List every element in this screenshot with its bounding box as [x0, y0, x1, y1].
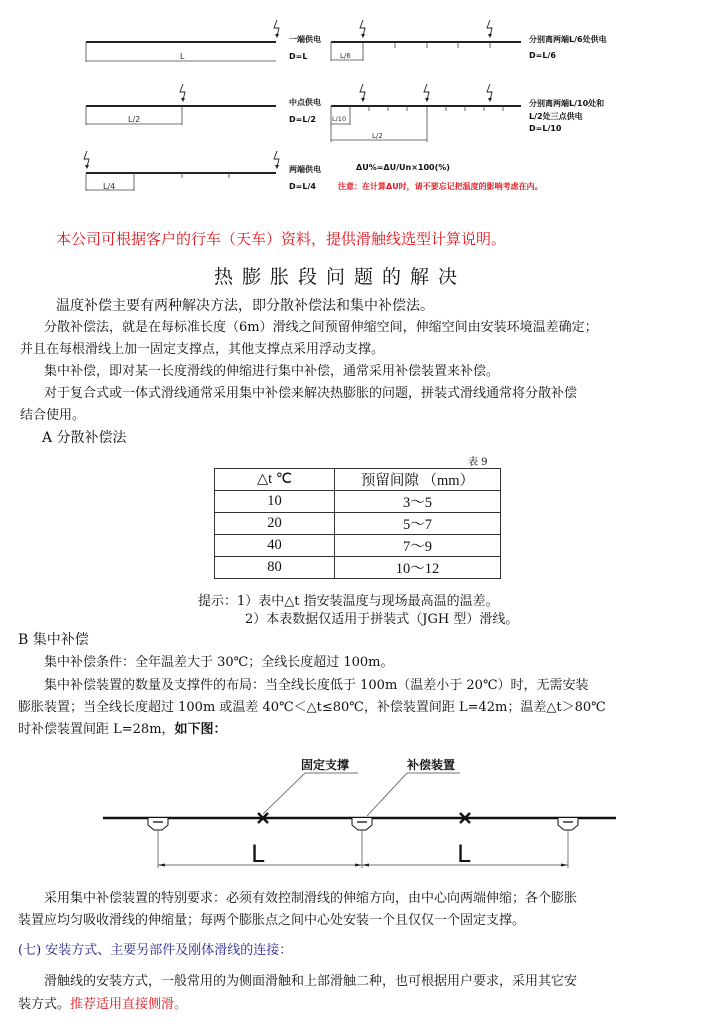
- diagram-l10-supply: [331, 84, 521, 142]
- dim-label: L/4: [103, 182, 116, 191]
- paragraph-dispersed-2: 并且在每根滑线上加一固定支撑点，其他支撑点采用浮动支撑。: [20, 342, 385, 357]
- power-feed-icon: [274, 20, 279, 38]
- section-title: 热膨胀段问题的解决: [214, 266, 467, 288]
- paragraph-composite-1: 对于复合式或一体式滑线通常采用集中补偿来解决热膨胀的问题，拼装式滑线通常将分散补偿: [44, 386, 578, 401]
- diagram-one-end-supply: [86, 20, 279, 62]
- recommendation-text: 推荐适用直接侧滑。: [70, 997, 188, 1012]
- paragraph-dispersed-1: 分散补偿法，就是在每标准长度（6m）滑线之间预留伸缩空间，伸缩空间由安装环境温差确定；: [44, 320, 598, 335]
- b-layout-1: 集中补偿装置的数量及支撑件的布局：当全线长度低于 100m（温差小于 20℃）时，无需安装: [44, 678, 589, 693]
- install-text-1: 滑触线的安装方式，一般常用的为侧面滑触和上部滑触二种，也可根据用户要求，采用其它安: [44, 974, 578, 989]
- table-row: [215, 557, 501, 579]
- label-midpoint-supply: 中点供电: [289, 98, 321, 107]
- dim-label-l1: L: [251, 840, 265, 868]
- label-one-end-supply: 一端供电: [289, 35, 321, 44]
- table-cell: 3～5: [335, 491, 501, 513]
- formula-one-end: D=L: [289, 52, 308, 61]
- install-text-2: [18, 995, 187, 1015]
- dim-label: L/2: [372, 132, 383, 140]
- table-header-cell: 预留间隙 （mm）: [335, 469, 501, 491]
- paragraph-centralized: 集中补偿，即对某一长度滑线的伸缩进行集中补偿，通常采用补偿装置来补偿。: [44, 364, 500, 379]
- paragraph-intro: 温度补偿主要有两种解决方法，即分散补偿法和集中补偿法。: [56, 298, 434, 314]
- diagram-midpoint-supply: [86, 84, 276, 125]
- power-feed-icon: [424, 84, 429, 102]
- table-header-row: [215, 469, 501, 491]
- b-layout-3: [18, 720, 227, 740]
- b-layout-3-text: 时补偿装置间距 L=28m，: [18, 722, 175, 737]
- dim-label: L/6: [340, 52, 351, 60]
- table-cell: 80: [215, 557, 335, 579]
- table-cell: 20: [215, 513, 335, 535]
- formula-l10: D=L/10: [529, 124, 562, 133]
- compensation-diagram: [0, 740, 715, 880]
- hint-1: 提示：1）表中△t 指安装温度与现场最高温的温差。: [198, 594, 499, 609]
- power-feed-icon: [180, 84, 185, 102]
- power-feed-icon: [487, 84, 492, 102]
- dim-label: L: [180, 52, 185, 61]
- label-two-end-supply: 两端供电: [289, 165, 321, 174]
- formula-l6: D=L/6: [529, 51, 556, 60]
- diagram-l6-supply: [331, 20, 521, 61]
- see-figure-text: 如下图：: [174, 722, 227, 737]
- table-cell: 10: [215, 491, 335, 513]
- compensation-device-icon: [352, 818, 372, 830]
- power-feed-icon: [274, 151, 279, 169]
- voltage-drop-equation: ΔU%=ΔU/Un×100(%): [356, 163, 450, 172]
- diagram-two-end-supply: [84, 151, 279, 191]
- dim-label: L/10: [332, 115, 347, 123]
- table-cell: 5～7: [335, 513, 501, 535]
- subsection-b-heading: B 集中补偿: [18, 632, 89, 648]
- compensation-device-icon: [558, 818, 578, 830]
- table-header-cell: △t ℃: [215, 469, 335, 491]
- power-feed-icon: [360, 20, 365, 38]
- intro-red-text: 本公司可根据客户的行车（天车）资料，提供滑触线选型计算说明。: [56, 230, 507, 248]
- table-caption: 表 9: [468, 457, 488, 468]
- install-text-2a: 装方式。: [18, 997, 71, 1012]
- table-cell: 10～12: [335, 557, 501, 579]
- subsection-a-heading: A 分散补偿法: [42, 430, 127, 446]
- gap-table: [214, 468, 501, 579]
- b-layout-2: 膨胀装置；当全线长度超过 100m 或温差 40℃＜△t≤80℃，补偿装置间距 L=42m；温差△t＞80℃: [18, 700, 606, 715]
- label-fixed-support: 固定支撑: [301, 758, 350, 772]
- b-condition: 集中补偿条件：全年温差大于 30℃；全线长度超过 100m。: [44, 655, 394, 670]
- table-row: [215, 535, 501, 557]
- power-feed-icon: [84, 151, 89, 169]
- dim-label: L/2: [128, 115, 141, 124]
- label-compensation-device: 补偿装置: [407, 758, 456, 772]
- table-row: [215, 491, 501, 513]
- label-l2-three-point: L/2处三点供电: [529, 112, 583, 121]
- paragraph-composite-2: 结合使用。: [20, 408, 86, 423]
- section-7-heading: (七) 安装方式、主要另部件及刚体滑线的连接：: [18, 943, 293, 958]
- formula-midpoint: D=L/2: [289, 115, 316, 124]
- power-feed-icon: [360, 84, 365, 102]
- table-cell: 7～9: [335, 535, 501, 557]
- special-req-1: 采用集中补偿装置的特别要求：必须有效控制滑线的伸缩方向，由中心向两端伸缩；各个膨胀: [44, 891, 578, 906]
- special-req-2: 装置应均匀吸收滑线的伸缩量；每两个膨胀点之间中心处安装一个且仅仅一个固定支撑。: [18, 913, 526, 928]
- formula-two-end: D=L/4: [289, 182, 316, 191]
- table-row: [215, 513, 501, 535]
- label-l10-supply: 分别离两端L/10处和: [529, 99, 605, 108]
- label-l6-supply: 分别离两端L/6处供电: [529, 35, 607, 44]
- table-cell: 40: [215, 535, 335, 557]
- compensation-device-icon: [148, 818, 168, 830]
- temperature-note: 注意：在计算ΔU时，请不要忘记把温度的影响考虑在内。: [338, 182, 543, 191]
- power-feed-icon: [487, 20, 492, 38]
- dim-label-l2: L: [457, 840, 471, 868]
- hint-2: 2）本表数据仅适用于拼装式（JGH 型）滑线。: [245, 612, 519, 627]
